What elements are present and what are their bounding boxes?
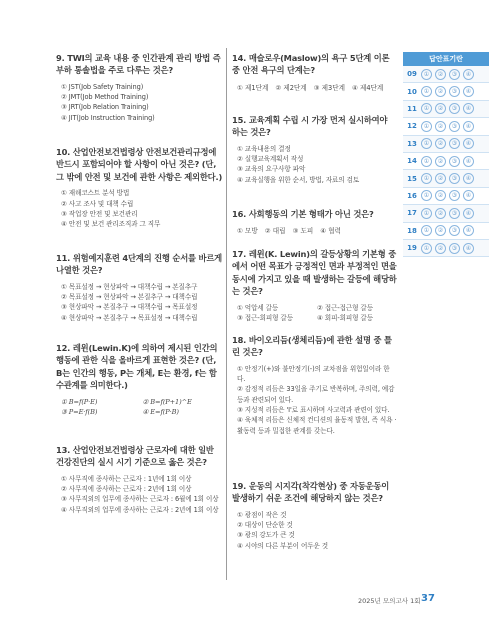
answer-row	[403, 188, 489, 205]
question-text: 바이오리듬(생체리듬)에 관한 설명 중 틀린 것은?	[232, 335, 392, 358]
option-1[interactable]: ① 사무직에 종사하는 근로자 : 1년에 1회 이상	[61, 474, 192, 483]
question-number: 12.	[56, 343, 71, 353]
question-number: 10.	[56, 147, 71, 157]
option-1[interactable]: ① B=f(P·E)	[61, 397, 98, 406]
answer-bubble-3[interactable]: ③	[449, 103, 460, 114]
options-list	[232, 364, 397, 436]
question-text: TWI의 교육 내용 중 인간관계 관리 방법 즉 부하 통솔법을 주로 다루는 것은?	[56, 53, 221, 76]
answer-bubble-4[interactable]: ④	[463, 243, 474, 254]
option-2[interactable]: ② 대상이 단순한 것	[237, 521, 293, 530]
answer-choices	[421, 208, 474, 219]
answer-bubble-3[interactable]: ③	[449, 243, 460, 254]
answer-row-number: 17	[407, 209, 417, 218]
answer-bubble-4[interactable]: ④	[463, 69, 474, 80]
question-text: 운동의 시지각(착각현상) 중 자동운동이 발생하기 쉬운 조건에 해당하지 않는 것은?	[232, 481, 390, 504]
option-2[interactable]: ② 감정적 리듬은 33일을 주기로 반복하며, 주의력, 예감 등과 관련되어 있다.	[237, 385, 395, 404]
question-number: 15.	[232, 115, 247, 125]
answer-row-number: 16	[407, 191, 417, 200]
answer-bubble-3[interactable]: ③	[449, 69, 460, 80]
answer-row	[403, 223, 489, 240]
option-2[interactable]: ② 제2단계	[275, 83, 307, 92]
column-divider	[226, 48, 227, 580]
answer-bubble-4[interactable]: ④	[463, 103, 474, 114]
answer-sheet	[403, 52, 489, 262]
options-inline	[232, 225, 397, 235]
answer-bubble-3[interactable]: ③	[449, 156, 460, 167]
option-4[interactable]: ④ 협력	[320, 227, 341, 236]
answer-bubble-4[interactable]: ④	[463, 225, 474, 236]
answer-row	[403, 153, 489, 170]
answer-sheet-title: 답안표기란	[403, 52, 489, 66]
question-text: 레윈(Lewin.K)에 의하여 제시된 인간의 행동에 관한 식을 올바르게 표현한 것은? (단, B는 인간의 행동, P는 개체, E는 환경, f는 함수관계를 의미한다.)	[56, 343, 218, 391]
option-3[interactable]: ③ P=E·f(B)	[61, 407, 98, 416]
options-grid	[232, 303, 397, 324]
answer-bubble-1[interactable]: ①	[421, 243, 432, 254]
option-3[interactable]: ③ 지성적 리듬은 'I'로 표시하며 사고력과 관련이 있다.	[237, 406, 390, 414]
answer-choices	[421, 86, 474, 97]
answer-bubble-1[interactable]: ①	[421, 69, 432, 80]
option-4[interactable]: ④ 사무직외의 업무에 종사하는 근로자 : 2년에 1회 이상	[61, 505, 219, 514]
answer-row	[403, 118, 489, 135]
answer-bubble-3[interactable]: ③	[449, 86, 460, 97]
question-17	[232, 248, 397, 323]
option-2[interactable]: ② 목표설정 → 현상파악 → 본질추구 → 대책수립	[61, 293, 198, 302]
option-1[interactable]: ① 교육내용의 결정	[237, 144, 291, 153]
question-9	[56, 52, 224, 123]
options-list	[56, 82, 224, 123]
answer-row	[403, 136, 489, 153]
option-2[interactable]: ② JMT(Job Method Training)	[61, 93, 149, 102]
page-number: 37	[421, 593, 435, 604]
answer-bubble-2[interactable]: ②	[435, 190, 446, 201]
answer-row	[403, 83, 489, 100]
question-text: 레윈(K. Lewin)의 갈등상황의 기본형 중에서 어떤 목표가 긍정적인 면과 부정적인 면을 동시에 가지고 있을 때 발생하는 갈등에 해당하는 것은?	[232, 249, 397, 297]
option-3[interactable]: ③ 교육의 요구사항 파악	[237, 165, 306, 174]
option-2[interactable]: ② 사고 조사 및 대책 수립	[61, 199, 134, 208]
answer-bubble-2[interactable]: ②	[435, 121, 446, 132]
question-number: 9.	[56, 53, 65, 63]
question-19	[232, 480, 397, 551]
answer-bubble-3[interactable]: ③	[449, 121, 460, 132]
answer-choices	[421, 173, 474, 184]
option-4[interactable]: ④ 안전 및 보건 관리조직과 그 직무	[61, 220, 161, 229]
answer-bubble-4[interactable]: ④	[463, 190, 474, 201]
option-1[interactable]: ① 제1단계	[237, 83, 269, 92]
answer-row	[403, 66, 489, 83]
question-number: 19.	[232, 481, 247, 491]
question-text: 위험예지훈련 4단계의 진행 순서를 바르게 나열한 것은?	[56, 253, 222, 276]
options-list	[56, 282, 224, 323]
answer-row-number: 14	[407, 157, 417, 166]
answer-row-number: 18	[407, 226, 417, 235]
answer-choices	[421, 103, 474, 114]
option-2[interactable]: ② 대립	[264, 227, 286, 236]
answer-bubble-2[interactable]: ②	[435, 138, 446, 149]
footer-text: 2025년 모의고사 1회	[358, 597, 421, 605]
question-18	[232, 334, 397, 436]
option-1[interactable]: ① 모방	[237, 227, 258, 236]
option-3[interactable]: ③ 광의 강도가 큰 것	[237, 531, 295, 540]
answer-bubble-2[interactable]: ②	[435, 208, 446, 219]
answer-bubble-1[interactable]: ①	[421, 190, 432, 201]
option-3[interactable]: ③ 제3단계	[313, 83, 345, 92]
answer-bubble-2[interactable]: ②	[435, 156, 446, 167]
question-12	[56, 342, 224, 417]
option-3[interactable]: ③ 도피	[292, 227, 314, 236]
answer-bubble-4[interactable]: ④	[463, 121, 474, 132]
answer-bubble-2[interactable]: ②	[435, 225, 446, 236]
option-2[interactable]: ② 사무직에 종사하는 근로자 : 2년에 1회 이상	[61, 485, 192, 494]
option-1[interactable]: ① JST(Job Safety Training)	[61, 82, 144, 91]
option-1[interactable]: ① 재해코스트 분석 방법	[61, 189, 130, 198]
answer-choices	[421, 69, 474, 80]
options-inline	[232, 82, 397, 92]
answer-row	[403, 101, 489, 118]
question-number: 13.	[56, 445, 71, 455]
option-4[interactable]: ④ JIT(Job Instruction Training)	[61, 113, 155, 122]
answer-bubble-1[interactable]: ①	[421, 121, 432, 132]
question-number: 17.	[232, 249, 247, 259]
answer-bubble-2[interactable]: ②	[435, 69, 446, 80]
answer-row	[403, 240, 489, 257]
answer-bubble-3[interactable]: ③	[449, 190, 460, 201]
answer-row	[403, 205, 489, 222]
option-4[interactable]: ④ 교육실행을 위한 순서, 방법, 자료의 검토	[237, 175, 360, 184]
answer-row-number: 11	[407, 104, 417, 113]
answer-bubble-3[interactable]: ③	[449, 138, 460, 149]
answer-row-number: 10	[407, 87, 417, 96]
option-4[interactable]: ④ 회피-회피형 갈등	[317, 313, 373, 322]
question-number: 16.	[232, 209, 247, 219]
answer-choices	[421, 156, 474, 167]
answer-choices	[421, 225, 474, 236]
answer-bubble-1[interactable]: ①	[421, 173, 432, 184]
answer-bubble-4[interactable]: ④	[463, 86, 474, 97]
option-2[interactable]: ② 접근-접근형 갈등	[317, 303, 373, 312]
option-4[interactable]: ④ 육체적 리듬은 신체적 컨디션의 율동적 발현, 즉 식욕 · 활동력 등과 밀접한 관계를 갖는다.	[237, 416, 397, 435]
answer-bubble-2[interactable]: ②	[435, 86, 446, 97]
answer-bubble-4[interactable]: ④	[463, 138, 474, 149]
option-2[interactable]: ② 실행교육계획서 작성	[237, 155, 304, 164]
answer-bubble-1[interactable]: ①	[421, 208, 432, 219]
answer-bubble-4[interactable]: ④	[463, 173, 474, 184]
question-text: 산업안전보건법령상 안전보건관리규정에 반드시 포함되어야 할 사항이 아닌 것은? (단, 그 밖에 안전 및 보건에 관한 사항은 제외한다.)	[56, 147, 223, 182]
answer-bubble-2[interactable]: ②	[435, 103, 446, 114]
answer-bubble-3[interactable]: ③	[449, 225, 460, 236]
answer-choices	[421, 243, 474, 254]
option-1[interactable]: ① 광점이 작은 것	[237, 510, 287, 519]
answer-bubble-2[interactable]: ②	[435, 243, 446, 254]
question-13	[56, 444, 224, 515]
answer-bubble-3[interactable]: ③	[449, 208, 460, 219]
answer-choices	[421, 190, 474, 201]
question-14	[232, 52, 397, 92]
option-3[interactable]: ③ 사무직외의 업무에 종사하는 근로자 : 6월에 1회 이상	[61, 495, 219, 504]
options-list	[232, 510, 397, 551]
question-15	[232, 114, 397, 185]
option-1[interactable]: ① 목표설정 → 현상파악 → 대책수립 → 본질추구	[61, 282, 198, 291]
options-grid	[56, 397, 224, 418]
answer-bubble-1[interactable]: ①	[421, 138, 432, 149]
question-number: 18.	[232, 335, 247, 345]
question-text: 매슬로우(Maslow)의 욕구 5단계 이론 중 안전 욕구의 단계는?	[232, 53, 390, 76]
question-number: 14.	[232, 53, 247, 63]
options-list	[232, 144, 397, 185]
answer-row-number: 09	[407, 70, 417, 79]
answer-bubble-1[interactable]: ①	[421, 103, 432, 114]
question-text: 교육계획 수립 시 가장 먼저 실시하여야 하는 것은?	[232, 115, 388, 138]
answer-row-number: 19	[407, 244, 417, 253]
option-4[interactable]: ④ E=f(P·B)	[142, 407, 179, 416]
option-1[interactable]: ① 억압세 갈등	[237, 303, 279, 312]
option-4[interactable]: ④ 시야의 다른 부분이 어두운 것	[237, 541, 329, 550]
question-11	[56, 252, 224, 323]
question-text: 사회행동의 기본 형태가 아닌 것은?	[248, 209, 374, 219]
option-3[interactable]: ③ 작업장 안전 및 보건관리	[61, 209, 138, 218]
option-2[interactable]: ② B=f(P+1)^E	[142, 397, 192, 406]
answer-bubble-1[interactable]: ①	[421, 156, 432, 167]
answer-row-number: 15	[407, 174, 417, 183]
option-3[interactable]: ③ JRT(Job Relation Training)	[61, 103, 149, 112]
option-3[interactable]: ③ 접근-회피형 갈등	[237, 313, 293, 322]
answer-row-number: 13	[407, 139, 417, 148]
option-4[interactable]: ④ 현상파악 → 본질추구 → 목표설정 → 대책수립	[61, 313, 198, 322]
option-4[interactable]: ④ 제4단계	[351, 83, 384, 92]
options-list	[56, 474, 224, 515]
question-number: 11.	[56, 253, 71, 263]
answer-bubble-3[interactable]: ③	[449, 173, 460, 184]
answer-bubble-4[interactable]: ④	[463, 208, 474, 219]
question-10	[56, 146, 224, 229]
answer-bubble-4[interactable]: ④	[463, 156, 474, 167]
options-list	[56, 188, 224, 229]
option-3[interactable]: ③ 현상파악 → 본질추구 → 대책수립 → 목표설정	[61, 303, 198, 312]
answer-row-number: 12	[407, 122, 417, 131]
answer-bubble-1[interactable]: ①	[421, 225, 432, 236]
answer-bubble-1[interactable]: ①	[421, 86, 432, 97]
answer-row	[403, 170, 489, 187]
answer-choices	[421, 138, 474, 149]
answer-rows	[403, 66, 489, 257]
option-1[interactable]: ① 안정기(+)와 불안정기(-)의 교차점을 위험일이라 한다.	[237, 364, 390, 384]
answer-choices	[421, 121, 474, 132]
question-text: 산업안전보건법령상 근로자에 대한 일반 건강진단의 실시 시기 기준으로 옳은 것은?	[56, 445, 214, 468]
question-16	[232, 208, 397, 235]
answer-bubble-2[interactable]: ②	[435, 173, 446, 184]
